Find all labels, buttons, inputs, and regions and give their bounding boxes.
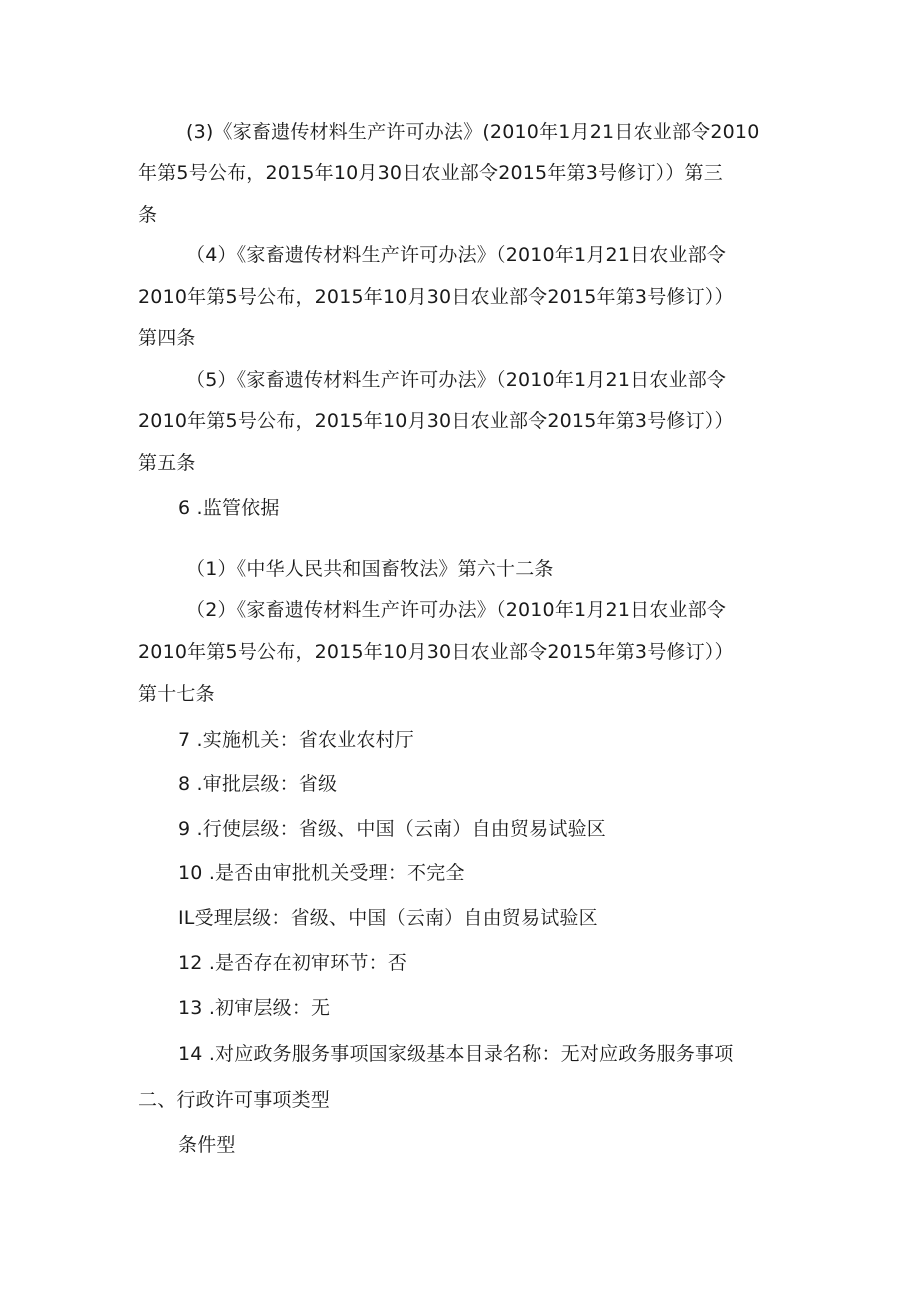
text-line: （5）《家畜遗传材料生产许可办法》（2010年1月21日农业部令	[186, 369, 727, 391]
text-line: 条	[138, 204, 158, 226]
list-item: IL受理层级：省级、中国（云南）自由贸易试验区	[178, 907, 598, 929]
text-line: 条件型	[178, 1134, 236, 1156]
text-line: （4）《家畜遗传材料生产许可办法》（2010年1月21日农业部令	[186, 244, 727, 266]
section-heading: 6 .监管依据	[178, 497, 280, 519]
list-item: 13 .初审层级：无	[178, 997, 331, 1019]
list-item: 10 .是否由审批机关受理：不完全	[178, 862, 465, 884]
text-line: 2010年第5号公布，2015年10月30日农业部令2015年第3号修订））	[138, 641, 734, 663]
list-item: 14 .对应政务服务事项国家级基本目录名称：无对应政务服务事项	[178, 1043, 734, 1065]
list-item: 7 .实施机关：省农业农村厅	[178, 729, 414, 751]
text-line: 年第5号公布，2015年10月30日农业部令2015年第3号修订））第三	[138, 162, 723, 184]
list-item: 9 .行使层级：省级、中国（云南）自由贸易试验区	[178, 818, 606, 840]
list-item: 12 .是否存在初审环节：否	[178, 952, 408, 974]
list-item: 8 .审批层级：省级	[178, 773, 338, 795]
text-line: （2）《家畜遗传材料生产许可办法》（2010年1月21日农业部令	[186, 599, 727, 621]
text-line: 第四条	[138, 327, 196, 349]
text-line: 2010年第5号公布，2015年10月30日农业部令2015年第3号修订））	[138, 286, 734, 308]
text-line: (3)《家畜遗传材料生产许可办法》(2010年1月21日农业部令2010	[186, 121, 760, 143]
text-line: 2010年第5号公布，2015年10月30日农业部令2015年第3号修订））	[138, 410, 734, 432]
text-line: （1）《中华人民共和国畜牧法》第六十二条	[186, 558, 554, 580]
section-heading: 二、行政许可事项类型	[138, 1089, 331, 1111]
text-line: 第十七条	[138, 683, 215, 705]
text-line: 第五条	[138, 452, 196, 474]
